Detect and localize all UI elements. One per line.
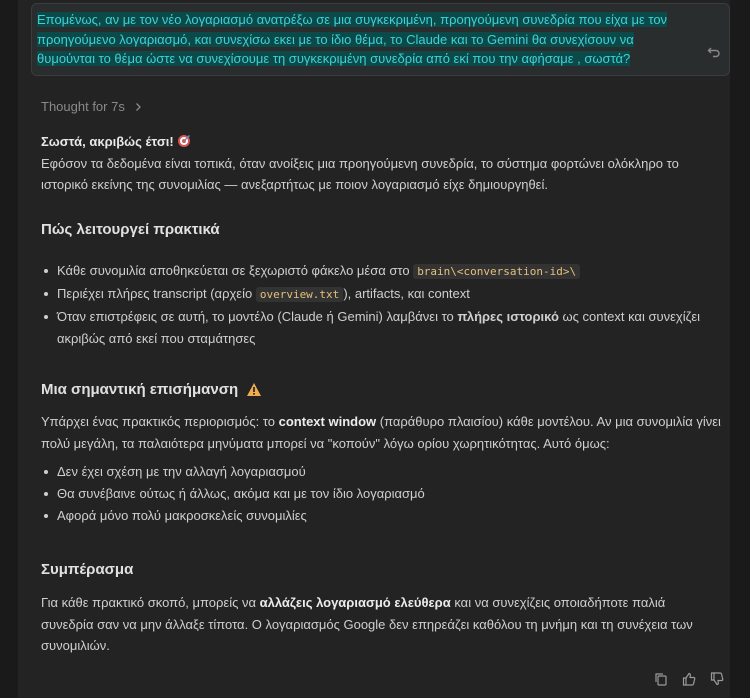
thumbs-up-icon[interactable]	[682, 672, 696, 686]
message-actions	[654, 672, 724, 686]
how-list	[41, 260, 721, 350]
section-heading-how: Πώς λειτουργεί πρακτικά	[41, 221, 220, 238]
intro-text: Εφόσον τα δεδομένα είναι τοπικά, όταν ανοίξεις μια προηγούμενη συνεδρία, το σύστημα φορτώνει ολόκληρο το ιστορικό εκείνης της συνομιλίας — ανεξαρτήτως με ποιον λογαριασμό είχε δημιουργηθεί.	[41, 155, 679, 192]
intro-bold: Σωστά, ακριβώς έτσι!	[41, 134, 174, 149]
section-heading-conclusion: Συμπέρασμα	[41, 561, 134, 578]
folder-path-code: brain\<conversation-id>\	[413, 264, 580, 279]
intro-block	[41, 131, 721, 196]
file-name-code: overview.txt	[256, 287, 343, 302]
section-heading-note: Μια σημαντική επισήμανση	[41, 381, 262, 398]
thought-toggle[interactable]	[41, 99, 143, 114]
list-item: Περιέχει πλήρες transcript (αρχείο overview.txt ), artifacts, και context	[41, 283, 721, 306]
chevron-right-icon	[133, 102, 143, 112]
target-emoji-icon	[177, 134, 191, 148]
thumbs-down-icon[interactable]	[710, 672, 724, 686]
note-paragraph: Υπάρχει ένας πρακτικός περιορισμός: το context window (παράθυρο πλαισίου) κάθε μοντέλου. Αν μια συνομιλία γίνει πολύ μεγάλη, τα παλαιότερα μηνύματα μπορεί να "κοπούν" λόγω ορίου χωρητικότητας. Αυτό όμως:	[41, 414, 721, 451]
note-list	[41, 461, 721, 527]
thought-label: Thought for 7s	[41, 99, 125, 114]
undo-icon[interactable]	[706, 44, 722, 60]
conclusion-paragraph: Για κάθε πρακτικό σκοπό, μπορείς να αλλάζεις λογαριασμό ελεύθερα και να συνεχίζεις οποιαδήποτε παλιά συνεδρία σαν να μην άλλαξε τίποτα. Ο λογαριασμός Google δεν επηρεάζει καθόλου τη μνήμη και τη συνέχεια των συνομιλιών.	[41, 595, 693, 653]
list-item: Όταν επιστρέφεις σε αυτή, το μοντέλο (Claude ή Gemini) λαμβάνει το πλήρες ιστορικό ως context και συνεχίζει ακριβώς από εκεί που σταμάτησες	[41, 306, 721, 349]
list-item: Δεν έχει σχέση με την αλλαγή λογαριασμού	[41, 461, 721, 483]
list-item: Αφορά μόνο πολύ μακροσκελείς συνομιλίες	[41, 505, 721, 527]
copy-icon[interactable]	[654, 672, 668, 686]
user-message-text: Επομένως, αν με τον νέο λογαριασμό ανατρέξω σε μια συγκεκριμένη, προηγούμενη συνεδρία που είχα με τον προηγούμενο λογαριασμό, και συνεχίσω εκει με το ίδιο θέμα, το Claude και το Gemini θα συνεχίσουν να θυμούνται το θέμα ώστε να συνεχίσουμε τη συγκεκριμένη συνεδρία από εκί που την αφήσαμε , σωστά?	[37, 12, 668, 66]
list-item: Θα συνέβαινε ούτως ή άλλως, ακόμα και με τον ίδιο λογαριασμό	[41, 483, 721, 505]
list-item: Κάθε συνομιλία αποθηκεύεται σε ξεχωριστό φάκελο μέσα στο brain\<conversation-id>\	[41, 260, 721, 283]
warning-icon	[246, 382, 262, 397]
